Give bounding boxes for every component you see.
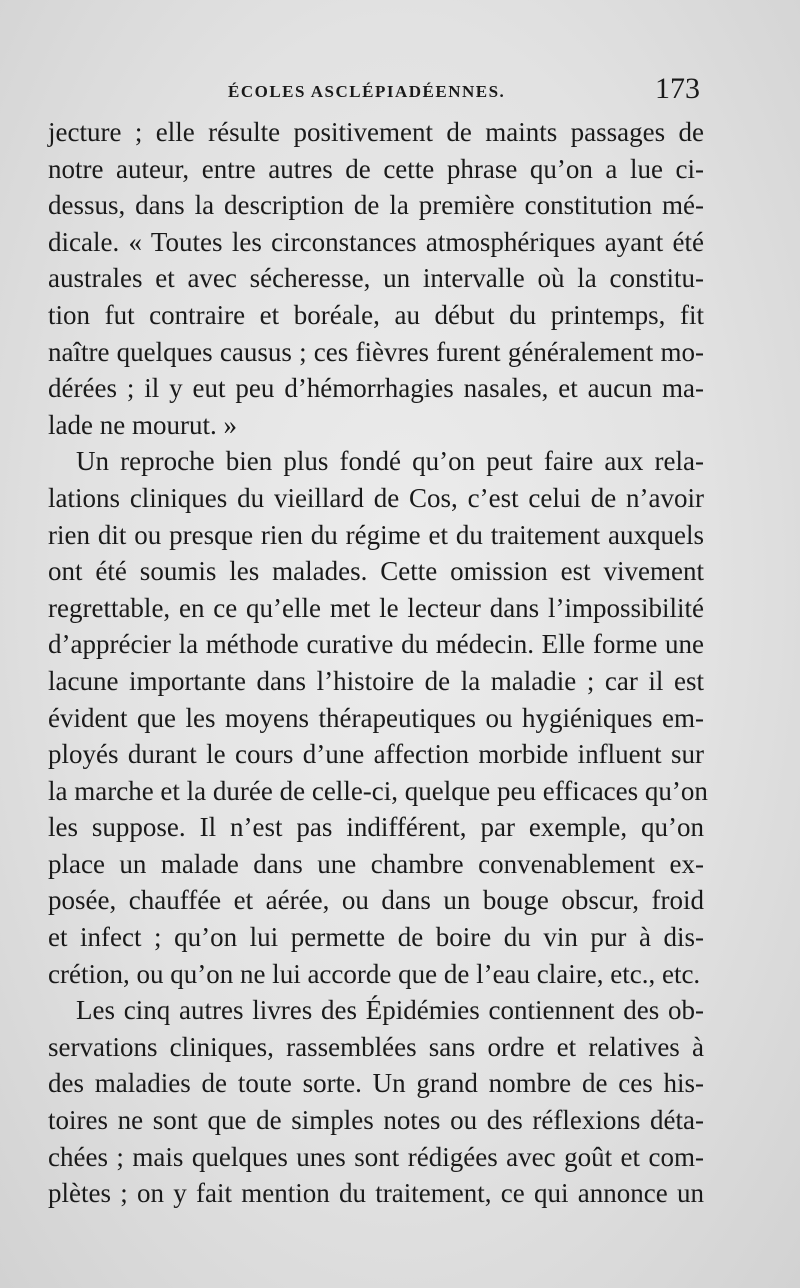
paragraph	[48, 443, 708, 992]
text-line: rien dit ou presque rien du régime et du traitement auxquels	[48, 519, 704, 550]
text-line: lacune importante dans l’histoire de la maladie ; car il est	[48, 665, 704, 696]
text-line: place un malade dans une chambre convenablement ex-	[48, 848, 704, 879]
running-title: ÉCOLES ASCLÉPIADÉENNES.	[228, 82, 506, 101]
text-line: dicale. « Toutes les circonstances atmosphériques ayant été	[48, 226, 704, 257]
text-line: les suppose. Il n’est pas indifférent, par exemple, qu’on	[48, 812, 704, 843]
text-line: évident que les moyens thérapeutiques ou hygiéniques em-	[48, 702, 704, 733]
text-line: ont été soumis les malades. Cette omission est vivement	[48, 556, 704, 587]
text-line: la marche et la durée de celle-ci, quelque peu efficaces qu’on	[48, 775, 708, 806]
paragraph	[48, 992, 704, 1212]
text-line: regrettable, en ce qu’elle met le lecteur dans l’impossibilité	[48, 592, 704, 623]
text-line: servations cliniques, rassemblées sans ordre et relatives à	[48, 1031, 704, 1062]
text-line: australes et avec sécheresse, un intervalle où la constitu-	[48, 263, 704, 294]
paragraph	[48, 114, 704, 443]
text-line: posée, chauffée et aérée, ou dans un bouge obscur, froid	[48, 885, 704, 916]
text-line: des maladies de toute sorte. Un grand nombre de ces his-	[48, 1068, 704, 1099]
text-line: Les cinq autres livres des Épidémies contiennent des ob-	[76, 995, 704, 1026]
text-line: dérées ; il y eut peu d’hémorrhagies nasales, et aucun ma-	[48, 373, 704, 404]
running-head	[0, 72, 800, 114]
text-line: lations cliniques du vieillard de Cos, c’est celui de n’avoir	[48, 482, 704, 513]
text-line: naître quelques causus ; ces fièvres furent généralement mo-	[48, 336, 704, 367]
text-line: d’apprécier la méthode curative du médecin. Elle forme une	[48, 629, 704, 660]
text-line: chées ; mais quelques unes sont rédigées avec goût et com-	[48, 1141, 704, 1172]
text-line: et infect ; qu’on lui permette de boire du vin pur à dis-	[48, 922, 704, 953]
text-line: ployés durant le cours d’une affection morbide influent sur	[48, 739, 704, 770]
body-text	[48, 114, 708, 1212]
text-line: dessus, dans la description de la première constitution mé-	[48, 190, 704, 221]
text-line: toires ne sont que de simples notes ou des réflexions déta-	[48, 1105, 704, 1136]
text-line: lade ne mourut. »	[48, 409, 237, 440]
text-line: Un reproche bien plus fondé qu’on peut faire aux rela-	[76, 446, 704, 477]
text-line: jecture ; elle résulte positivement de maints passages de	[48, 117, 704, 147]
page-number: 173	[655, 72, 700, 105]
text-line: notre auteur, entre autres de cette phrase qu’on a lue ci-	[48, 153, 704, 184]
text-line: tion fut contraire et boréale, au début du printemps, fit	[48, 299, 704, 330]
text-line: plètes ; on y fait mention du traitement, ce qui annonce un	[48, 1178, 704, 1209]
text-line: crétion, ou qu’on ne lui accorde que de l’eau claire, etc., etc.	[48, 958, 701, 989]
